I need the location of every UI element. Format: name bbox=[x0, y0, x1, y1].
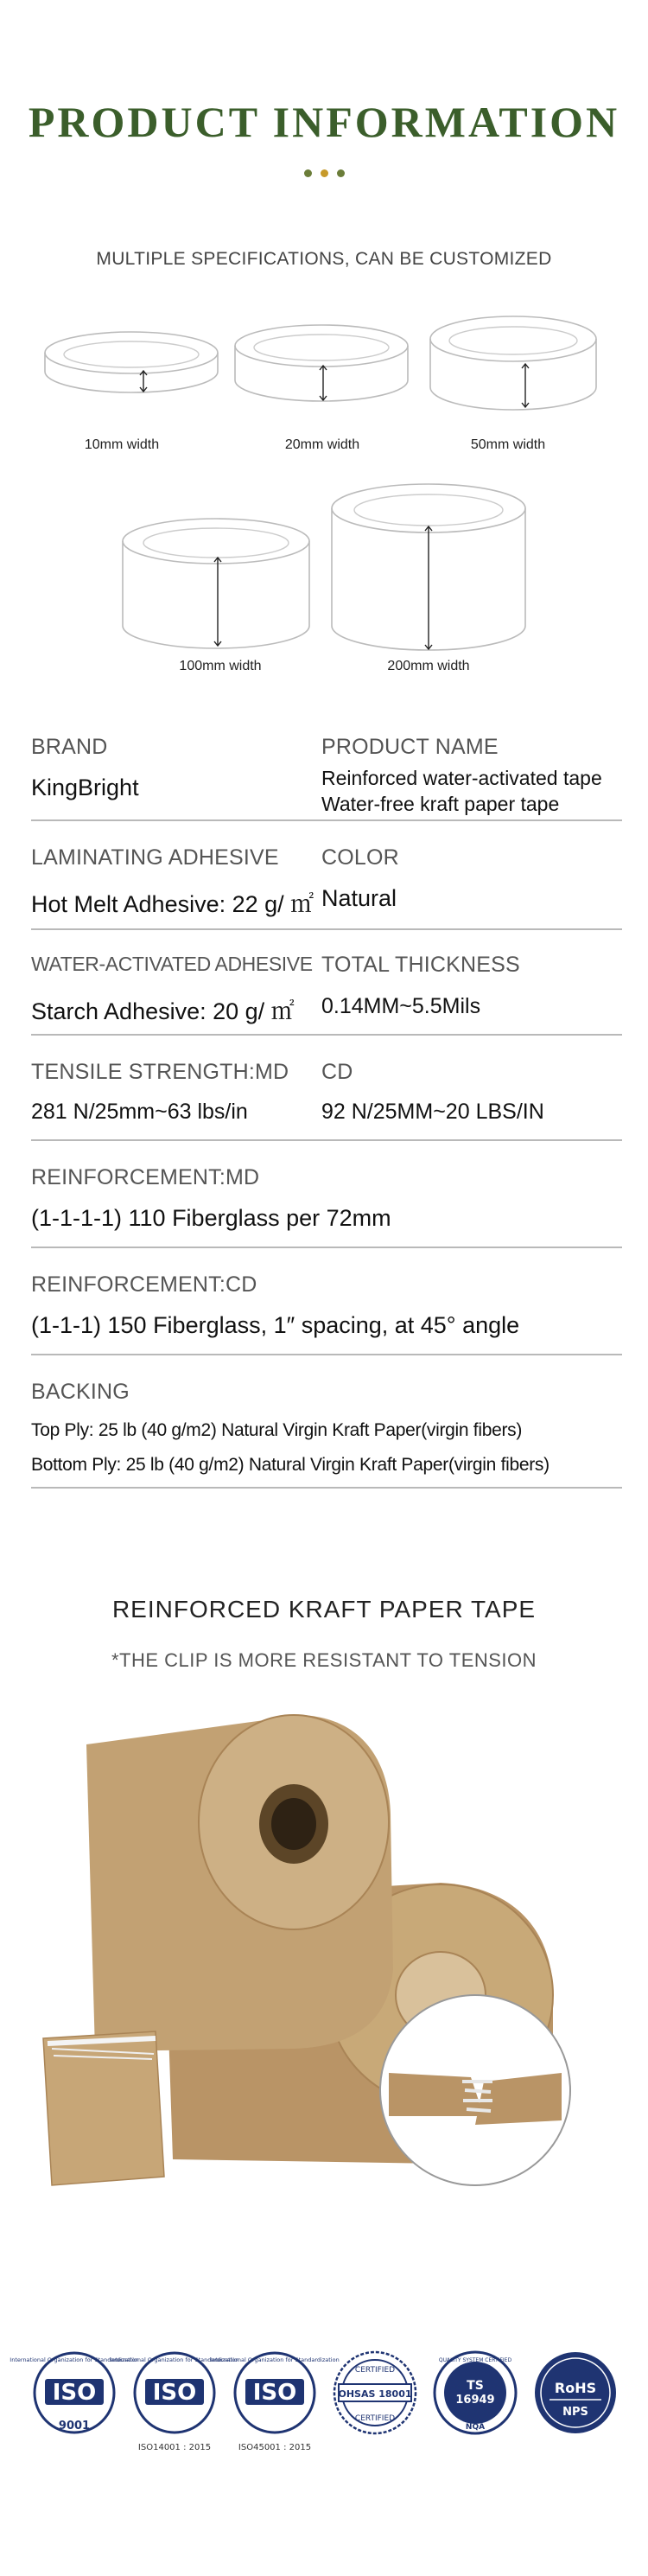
dot-icon bbox=[321, 169, 328, 177]
roll-200mm-illustration bbox=[321, 481, 537, 657]
reinforcement-md-value: (1-1-1-1) 110 Fiberglass per 72mm bbox=[31, 1205, 391, 1231]
brand-label: BRAND bbox=[31, 735, 108, 759]
iso14001-caption: ISO14001 : 2015 bbox=[137, 2443, 212, 2452]
iso14001-mid-text: ISO bbox=[152, 2380, 197, 2406]
ohsas-top-text: CERTIFIED bbox=[354, 2366, 396, 2375]
width-caption-200mm: 200mm width bbox=[387, 659, 470, 673]
roll-50mm-illustration bbox=[422, 311, 605, 422]
ts-mid-text: TS bbox=[467, 2379, 484, 2393]
kraft-tape-product-photo bbox=[35, 1710, 631, 2194]
backing-label: BACKING bbox=[31, 1380, 130, 1404]
product-name-label: PRODUCT NAME bbox=[321, 735, 499, 759]
rohs-badge bbox=[529, 2344, 622, 2457]
spec-subtitle: MULTIPLE SPECIFICATIONS, CAN BE CUSTOMIZED bbox=[96, 249, 552, 269]
tape-section-subtitle: *THE CLIP IS MORE RESISTANT TO TENSION bbox=[111, 1649, 537, 1671]
reinforcement-md-label: REINFORCEMENT:MD bbox=[31, 1165, 260, 1189]
ohsas-bottom-text: CERTIFIED bbox=[354, 2414, 396, 2423]
brand-value: KingBright bbox=[31, 775, 139, 800]
page-title: PRODUCT INFORMATION bbox=[28, 98, 620, 146]
dot-icon bbox=[304, 169, 312, 177]
width-caption-10mm: 10mm width bbox=[84, 437, 160, 452]
ts-16949-badge bbox=[429, 2344, 522, 2457]
spec-row-tensile bbox=[31, 1036, 622, 1141]
ts-number: 16949 bbox=[455, 2394, 495, 2407]
spec-row-brand bbox=[31, 723, 622, 821]
roll-100mm-illustration bbox=[112, 515, 320, 657]
reinforcement-cd-label: REINFORCEMENT:CD bbox=[31, 1272, 257, 1297]
iso-45001-badge bbox=[210, 2344, 340, 2457]
thickness-label: TOTAL THICKNESS bbox=[321, 953, 520, 977]
dot-icon bbox=[337, 169, 345, 177]
tape-section-title: REINFORCED KRAFT PAPER TAPE bbox=[111, 1596, 537, 1623]
roll-10mm-illustration bbox=[36, 323, 226, 418]
spec-row-reinforcement-md bbox=[31, 1141, 622, 1248]
roll-20mm-illustration bbox=[226, 318, 416, 422]
backing-bottom-ply: Bottom Ply: 25 lb (40 g/m2) Natural Virgin Kraft Paper(virgin fibers) bbox=[31, 1455, 550, 1475]
iso-9001-badge bbox=[10, 2344, 139, 2457]
color-value: Natural bbox=[321, 885, 397, 911]
width-caption-100mm: 100mm width bbox=[179, 659, 262, 673]
iso9001-mid-text: ISO bbox=[52, 2380, 97, 2406]
spec-row-water bbox=[31, 930, 622, 1036]
iso45001-mid-text: ISO bbox=[252, 2380, 297, 2406]
spec-row-backing bbox=[31, 1355, 622, 1489]
laminating-label: LAMINATING ADHESIVE bbox=[31, 845, 279, 870]
iso14001-top-text: International Organization for Standardization bbox=[110, 2356, 239, 2363]
spec-row-adhesive bbox=[31, 821, 622, 930]
iso45001-caption: ISO45001 : 2015 bbox=[238, 2443, 312, 2452]
tensile-label: TENSILE STRENGTH:MD bbox=[31, 1060, 289, 1084]
ohsas-mid-text: OHSAS 18001 bbox=[338, 2388, 412, 2400]
width-caption-20mm: 20mm width bbox=[284, 437, 360, 452]
iso9001-top-text: International Organization for Standardization bbox=[10, 2356, 139, 2363]
tensile-value: 281 N/25mm~63 lbs/in bbox=[31, 1100, 248, 1124]
water-label: WATER-ACTIVATED ADHESIVE bbox=[31, 953, 313, 975]
laminating-value: Hot Melt Adhesive: 22 g/ ㎡ bbox=[31, 891, 314, 917]
iso45001-top-text: International Organization for Standardization bbox=[210, 2356, 340, 2363]
water-value: Starch Adhesive: 20 g/ ㎡ bbox=[31, 998, 295, 1024]
product-name-line2: Water-free kraft paper tape bbox=[321, 793, 560, 815]
backing-top-ply: Top Ply: 25 lb (40 g/m2) Natural Virgin Kraft Paper(virgin fibers) bbox=[31, 1420, 523, 1440]
rohs-bottom-text: NPS bbox=[562, 2406, 588, 2419]
ts-top-text: QUALITY SYSTEM CERTIFIED bbox=[438, 2357, 512, 2363]
width-caption-50mm: 50mm width bbox=[470, 437, 546, 452]
product-name-line1: Reinforced water-activated tape bbox=[321, 767, 602, 789]
cd-value: 92 N/25MM~20 LBS/IN bbox=[321, 1100, 544, 1124]
ohsas-18001-badge bbox=[328, 2344, 422, 2457]
iso9001-number: 9001 bbox=[58, 2420, 91, 2433]
iso-14001-badge bbox=[110, 2344, 239, 2457]
color-label: COLOR bbox=[321, 845, 399, 870]
ts-bottom-text: NQA bbox=[465, 2423, 486, 2432]
rohs-top-text: RoHS bbox=[554, 2380, 597, 2396]
reinforcement-cd-value: (1-1-1) 150 Fiberglass, 1″ spacing, at 45° angle bbox=[31, 1312, 520, 1338]
spec-row-reinforcement-cd bbox=[31, 1248, 622, 1355]
cd-label: CD bbox=[321, 1060, 353, 1084]
title-decoration-dots bbox=[0, 166, 648, 182]
thickness-value: 0.14MM~5.5Mils bbox=[321, 994, 481, 1018]
